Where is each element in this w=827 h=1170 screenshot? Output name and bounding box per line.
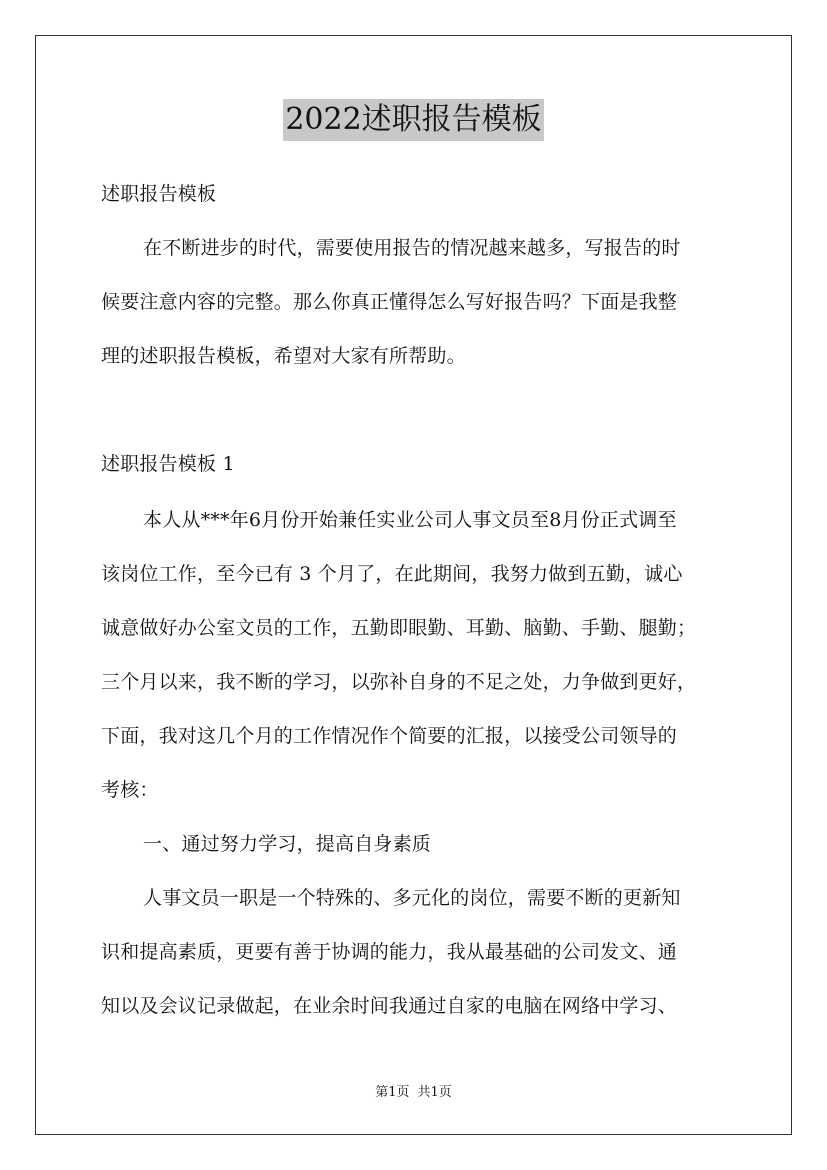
section-heading: 述职报告模板	[101, 183, 217, 205]
page-footer	[0, 1085, 827, 1101]
subsection-heading: 一、通过努力学习，提高自身素质	[143, 833, 432, 855]
title-container	[0, 99, 827, 141]
paragraph-line: 该岗位工作，至今已有 3 个月了，在此期间，我努力做到五勤，诚心	[101, 563, 683, 585]
page-total: 共1页	[417, 1085, 452, 1100]
page-number: 第1页	[375, 1085, 410, 1100]
paragraph-line: 在不断进步的时代，需要使用报告的情况越来越多，写报告的时	[143, 237, 681, 259]
paragraph-line: 诚意做好办公室文员的工作，五勤即眼勤、耳勤、脑勤、手勤、腿勤；	[101, 617, 697, 639]
paragraph-line: 下面，我对这几个月的工作情况作个简要的汇报，以接受公司领导的	[101, 725, 678, 747]
paragraph-line: 本人从***年6月份开始兼任实业公司人事文员至8月份正式调至	[143, 509, 677, 531]
paragraph-line: 知以及会议记录做起，在业余时间我通过自家的电脑在网络中学习、	[101, 995, 678, 1017]
paragraph-line: 识和提高素质，更要有善于协调的能力，我从最基础的公司发文、通	[101, 941, 678, 963]
section-heading: 述职报告模板 1	[101, 453, 235, 475]
paragraph-line: 三个月以来，我不断的学习，以弥补自身的不足之处，力争做到更好，	[101, 671, 697, 693]
document-title: 2022述职报告模板	[283, 99, 543, 141]
paragraph-line: 考核：	[101, 779, 159, 801]
paragraph-line: 候要注意内容的完整。那么你真正懂得怎么写好报告吗？下面是我整	[101, 291, 678, 313]
paragraph-line: 理的述职报告模板，希望对大家有所帮助。	[101, 345, 466, 367]
paragraph-line: 人事文员一职是一个特殊的、多元化的岗位，需要不断的更新知	[143, 887, 681, 909]
